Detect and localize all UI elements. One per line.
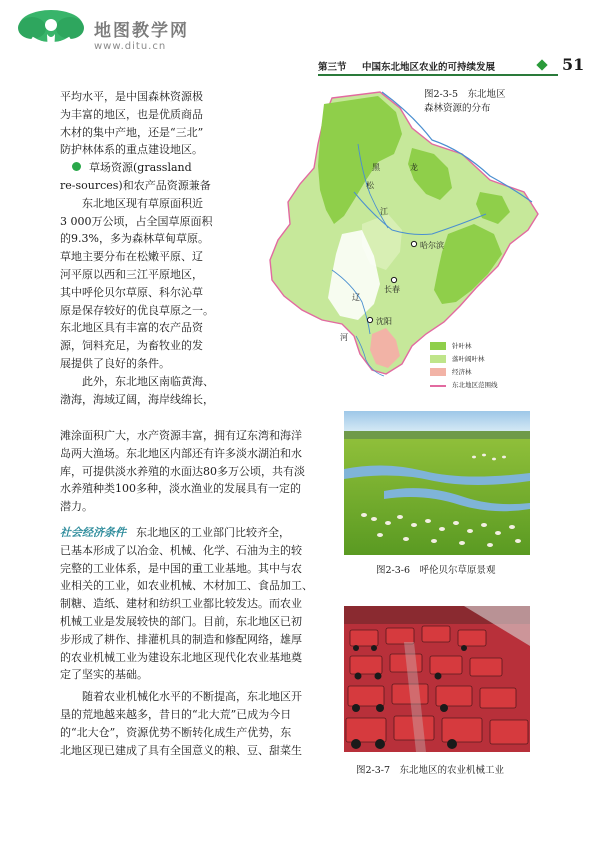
legend-item-broadleaf: 落叶阔叶林	[430, 353, 540, 365]
para3-cont-line: 库，可提供淡水养殖的水面达80多万公顷，共有淡	[60, 464, 305, 478]
map-label-he: 河	[340, 333, 348, 342]
para1-line: 木材的集中产地，还是“三北”	[60, 125, 204, 139]
para2-line: 东北地区具有丰富的农产品资	[60, 321, 203, 335]
para5-line: 垦的荒地越来越多，昔日的“北大荒”已成为今日	[60, 707, 292, 721]
para3-cont-line: 岛两大渔场。东北地区内部还有许多淡水湖泊和水	[60, 446, 302, 460]
photo2-caption: 图2-3-7 东北地区的农业机械工业	[356, 765, 505, 776]
grassland-photo	[344, 411, 530, 555]
social-heading-line: 社会经济条件 东北地区的工业部门比较齐全，	[60, 525, 290, 539]
page-number: 51	[562, 55, 585, 74]
social-line: 制糖、造纸、建材和纺织工业都比较发达。而农业	[60, 597, 302, 611]
para1-line: 防护林体系的重点建设地区。	[60, 143, 203, 157]
para3-cont-line: 滩涂面积广大，水产资源丰富，拥有辽东湾和海洋	[60, 429, 302, 442]
map-label-heilong2: 龙	[410, 163, 418, 172]
social-line: 定了坚实的基础。	[60, 668, 148, 682]
para5-line: 随着农业机械化水平的不断提高，东北地区开	[82, 690, 302, 704]
bullet-heading-cont: re-sources)和农产品资源兼备	[60, 178, 211, 192]
machinery-photo	[344, 606, 530, 752]
legend-line	[430, 385, 446, 387]
map-label-heilong3: 江	[380, 207, 388, 216]
social-line: 步形成了耕作、排灌机具的制造和修配网络，雄厚	[60, 632, 302, 646]
watermark-title: 地图教学网	[94, 21, 189, 41]
map-label-harbin: 哈尔滨	[420, 241, 444, 250]
para3-line: 此外，东北地区南临黄海、	[82, 374, 214, 388]
para1-line: 为丰富的地区，也是优质商品	[60, 107, 203, 121]
legend-swatch	[430, 368, 446, 376]
city-shenyang-marker	[367, 317, 372, 322]
para2-line: 其中呼伦贝尔草原、科尔沁草	[60, 285, 203, 299]
map-caption-line1: 图2-3-5 东北地区	[424, 89, 506, 100]
wide-text-block	[60, 427, 335, 759]
tree-logo-icon	[12, 8, 90, 56]
legend-item-conifer: 针叶林	[430, 340, 540, 352]
running-header	[318, 55, 586, 80]
section-number: 第三节	[318, 62, 347, 73]
map-caption-line2: 森林资源的分布	[424, 103, 491, 114]
social-line: 的农业机械工业为建设东北地区现代化农业基地奠	[60, 650, 302, 664]
para5-line: 的“北大仓”，资源优势不断转化成生产优势，东	[60, 725, 292, 739]
machinery-image	[344, 606, 530, 752]
bullet-dot-icon	[72, 162, 81, 171]
para3-line: 渤海，海域辽阔，海岸线绵长，	[60, 392, 214, 406]
para3-cont-line: 水养殖种类100多种，淡水渔业的发展具有一定的	[60, 482, 301, 496]
legend-item-economic: 经济林	[430, 366, 540, 378]
social-line: 业相关的工业，如农业机械、木材加工、食品加工、	[60, 579, 313, 593]
city-harbin-marker	[411, 241, 416, 246]
map-label-songhua: 松	[366, 181, 374, 190]
map-label-changchun: 长春	[384, 285, 400, 294]
header-rule	[318, 74, 558, 76]
para2-line: 3 000万公顷，占全国草原面积	[60, 214, 213, 228]
left-column	[60, 88, 242, 408]
social-line: 完整的工业体系，是中国的重工业基地。其中与农	[60, 561, 302, 575]
social-line: 已基本形成了以冶金、机械、化学、石油为主的较	[60, 543, 302, 557]
para2-line: 源，饲料充足，为畜牧业的发	[60, 339, 203, 353]
para5-line: 北地区现已建成了具有全国意义的粮、豆、甜菜生	[60, 743, 302, 757]
map-caption	[424, 88, 506, 116]
map-label-heilong1: 黑	[372, 163, 380, 172]
photo1-caption: 图2-3-6 呼伦贝尔草原景观	[376, 565, 496, 576]
para3-cont-line: 潜力。	[60, 500, 93, 514]
bullet-heading: 草场资源(grassland	[60, 159, 242, 177]
legend-item-boundary: 东北地区范围线	[430, 379, 540, 391]
watermark-logo	[8, 6, 198, 58]
map-label-liao: 辽	[352, 293, 360, 302]
para1-line: 平均水平，是中国森林资源极	[60, 90, 203, 103]
grassland-image	[344, 411, 530, 555]
para2-line: 东北地区现有草原面积近	[82, 196, 203, 210]
social-heading: 社会经济条件	[60, 525, 126, 539]
para2-line: 展提供了良好的条件。	[60, 356, 170, 370]
map-label-shenyang: 沈阳	[376, 317, 392, 326]
diamond-icon	[536, 59, 547, 70]
map-legend	[430, 340, 540, 392]
watermark-url: www.ditu.cn	[94, 41, 167, 52]
legend-swatch	[430, 342, 446, 350]
para2-line: 河平原以西和三江平原地区，	[60, 267, 203, 281]
legend-swatch	[430, 355, 446, 363]
para2-line: 的9.3%，多为森林草甸草原。	[60, 232, 209, 246]
section-title: 中国东北地区农业的可持续发展	[362, 62, 496, 73]
social-line: 机械工业是发展较快的部门。目前，东北地区已初	[60, 614, 302, 628]
city-changchun-marker	[391, 277, 396, 282]
para2-line: 原是保存较好的优良草原之一。	[60, 303, 214, 317]
para2-line: 草地主要分布在松嫩平原、辽	[60, 250, 203, 264]
